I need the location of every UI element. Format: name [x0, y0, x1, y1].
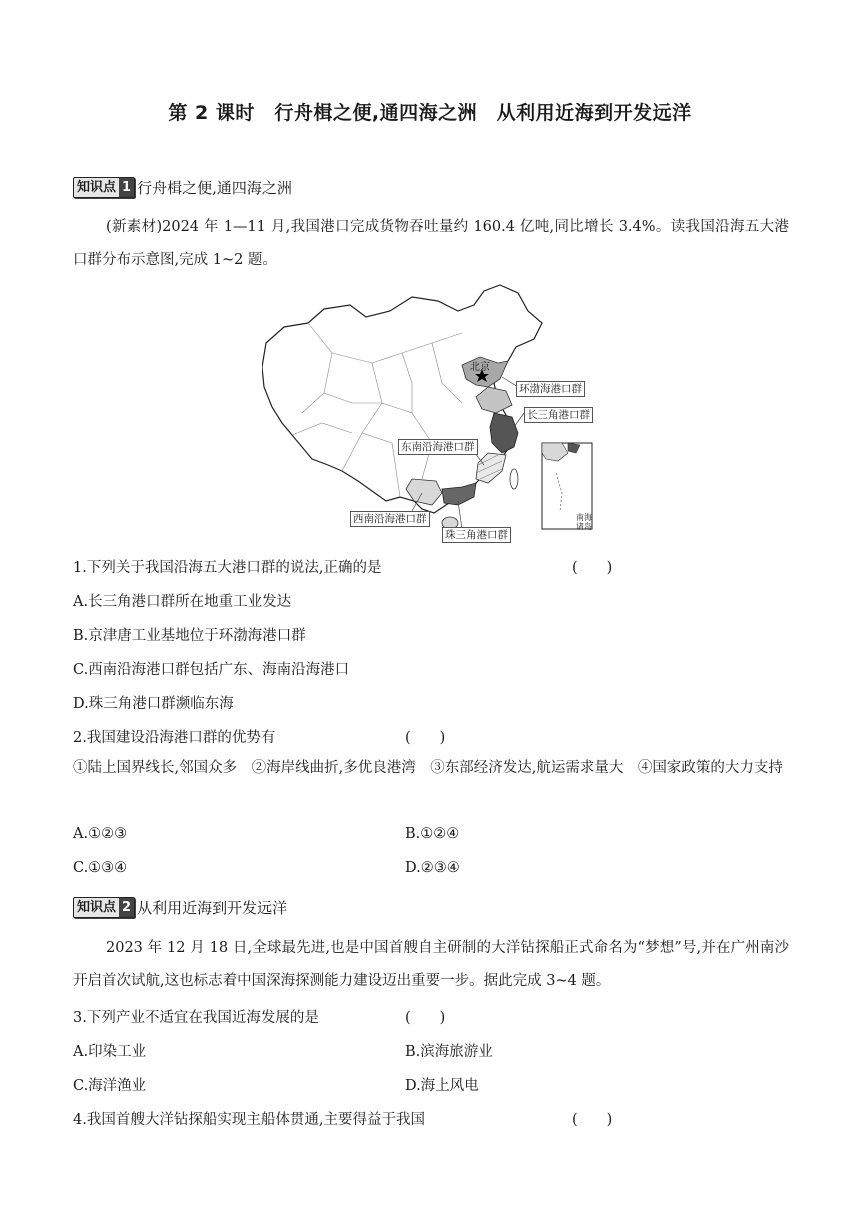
question-2-statements: ①陆上国界线长,邻国众多 ②海岸线曲折,多优良港湾 ③东部经济发达,航运需求量大 ④国家政策的大力支持 — [73, 760, 783, 776]
answer-bracket-3[interactable]: ( ) — [405, 1010, 446, 1026]
question-3-option-c[interactable]: C.海洋渔业 — [73, 1078, 147, 1094]
answer-bracket-2[interactable]: ( ) — [405, 730, 446, 746]
map-label-pearl: 珠三角港口群 — [442, 527, 511, 543]
answer-bracket-4[interactable]: ( ) — [572, 1112, 613, 1128]
question-1-option-c[interactable]: C.西南沿海港口群包括广东、海南沿海港口 — [73, 662, 350, 678]
intro-paragraph-1: (新素材)2024 年 1—11 月,我国港口完成货物吞吐量约 160.4 亿吨,同比增长 3.4%。读我国沿海五大港口群分布示意图,完成 1~2 题。 — [73, 219, 789, 268]
port-cluster-map — [262, 283, 594, 543]
answer-bracket-1[interactable]: ( ) — [572, 560, 613, 576]
question-1-option-d[interactable]: D.珠三角港口群濒临东海 — [73, 696, 234, 712]
question-1-stem: 1.下列关于我国沿海五大港口群的说法,正确的是 — [73, 560, 382, 576]
inset-label: 南海 诸岛 — [576, 513, 592, 531]
knowledge-point-badge: 知识点 1 — [73, 177, 135, 198]
question-2-option-d[interactable]: D.②③④ — [405, 860, 460, 876]
capital-label: 北京 — [470, 362, 490, 373]
question-2-stem: 2.我国建设沿海港口群的优势有 — [73, 730, 276, 746]
map-label-southwest: 西南沿海港口群 — [350, 511, 430, 527]
question-3-option-b[interactable]: B.滨海旅游业 — [405, 1044, 493, 1060]
knowledge-point-badge: 知识点 2 — [73, 897, 135, 918]
question-3-stem: 3.下列产业不适宜在我国近海发展的是 — [73, 1010, 319, 1026]
section-title: 从利用近海到开发远洋 — [137, 899, 288, 917]
map-label-southeast: 东南沿海港口群 — [398, 439, 478, 455]
map-label-bohai: 环渤海港口群 — [516, 381, 585, 397]
question-3-option-d[interactable]: D.海上风电 — [405, 1078, 479, 1094]
question-2-option-b[interactable]: B.①②④ — [405, 826, 460, 842]
section-heading-1 — [73, 177, 292, 198]
page-title: 第 2 课时 行舟楫之便,通四海之洲 从利用近海到开发远洋 — [168, 102, 692, 124]
question-4-stem: 4.我国首艘大洋钻探船实现主船体贯通,主要得益于我国 — [73, 1112, 425, 1128]
question-3-option-a[interactable]: A.印染工业 — [73, 1044, 147, 1060]
question-1-option-b[interactable]: B.京津唐工业基地位于环渤海港口群 — [73, 628, 306, 644]
question-1-option-a[interactable]: A.长三角港口群所在地重工业发达 — [73, 594, 292, 610]
intro-paragraph-2: 2023 年 12 月 18 日,全球最先进,也是中国首艘自主研制的大洋钻探船正式命名为“梦想”号,并在广州南沙开启首次试航,这也标志着中国深海探测能力建设迈出重要一步。据此完成 3~4 题。 — [73, 940, 789, 989]
question-2-option-c[interactable]: C.①③④ — [73, 860, 128, 876]
question-2-option-a[interactable]: A.①②③ — [73, 826, 128, 842]
section-title: 行舟楫之便,通四海之洲 — [137, 179, 292, 197]
map-label-yangtze: 长三角港口群 — [524, 407, 593, 423]
section-heading-2 — [73, 897, 287, 918]
